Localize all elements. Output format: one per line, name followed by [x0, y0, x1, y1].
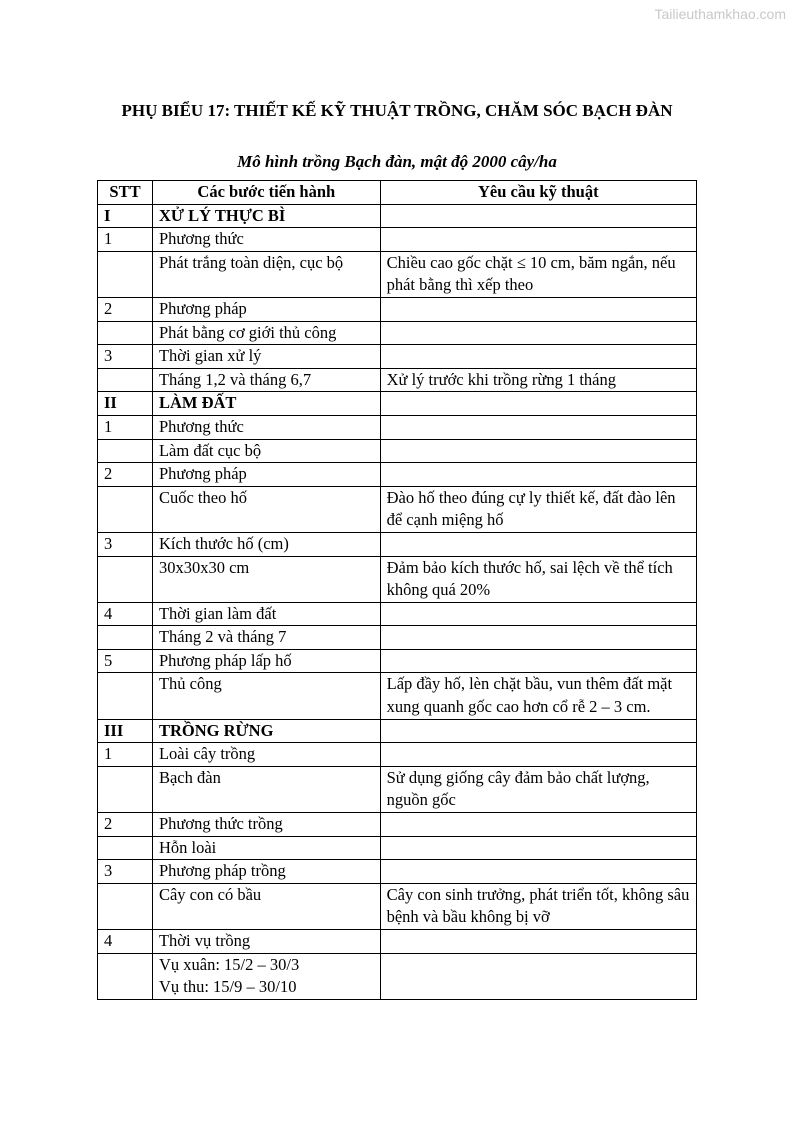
- cell-stt: [98, 836, 153, 860]
- cell-stt: II: [98, 392, 153, 416]
- cell-requirement: [380, 345, 696, 369]
- cell-step: TRỒNG RỪNG: [152, 719, 380, 743]
- header-stt: STT: [98, 181, 153, 205]
- cell-stt: [98, 486, 153, 532]
- cell-stt: [98, 883, 153, 929]
- section-row: [98, 392, 697, 416]
- table-row: [98, 673, 697, 719]
- table-row: [98, 463, 697, 487]
- cell-requirement: [380, 297, 696, 321]
- cell-stt: 3: [98, 345, 153, 369]
- table-row: [98, 251, 697, 297]
- cell-requirement: [380, 602, 696, 626]
- table-header-row: [98, 181, 697, 205]
- cell-step: Làm đất cục bộ: [152, 439, 380, 463]
- cell-stt: [98, 321, 153, 345]
- cell-stt: I: [98, 204, 153, 228]
- cell-requirement: [380, 930, 696, 954]
- cell-stt: 4: [98, 602, 153, 626]
- cell-stt: [98, 556, 153, 602]
- cell-step: Cuốc theo hố: [152, 486, 380, 532]
- cell-step: Phương pháp lấp hố: [152, 649, 380, 673]
- table-row: [98, 368, 697, 392]
- cell-requirement: [380, 204, 696, 228]
- table-row: [98, 439, 697, 463]
- page-subtitle: Mô hình trồng Bạch đàn, mật độ 2000 cây/ha: [237, 152, 557, 171]
- cell-step: Thời vụ trồng: [152, 930, 380, 954]
- section-row: [98, 719, 697, 743]
- cell-step: Vụ xuân: 15/2 – 30/3 Vụ thu: 15/9 – 30/10: [152, 953, 380, 999]
- cell-requirement: Đảm bảo kích thước hố, sai lệch về thể tích không quá 20%: [380, 556, 696, 602]
- cell-step: Phương pháp trồng: [152, 860, 380, 884]
- table-row: [98, 953, 697, 999]
- cell-step: Kích thước hố (cm): [152, 532, 380, 556]
- table-row: [98, 486, 697, 532]
- table-row: [98, 743, 697, 767]
- cell-requirement: Chiều cao gốc chặt ≤ 10 cm, băm ngắn, nếu phát bằng thì xếp theo: [380, 251, 696, 297]
- cell-step: Loài cây trồng: [152, 743, 380, 767]
- cell-stt: 4: [98, 930, 153, 954]
- cell-step: Tháng 1,2 và tháng 6,7: [152, 368, 380, 392]
- table-row: [98, 930, 697, 954]
- cell-step: Thời gian làm đất: [152, 602, 380, 626]
- cell-requirement: Cây con sinh trưởng, phát triển tốt, không sâu bệnh và bầu không bị vỡ: [380, 883, 696, 929]
- cell-stt: [98, 251, 153, 297]
- cell-requirement: [380, 463, 696, 487]
- cell-requirement: [380, 532, 696, 556]
- table-row: [98, 649, 697, 673]
- table-row: [98, 321, 697, 345]
- cell-stt: [98, 953, 153, 999]
- cell-stt: 2: [98, 813, 153, 837]
- cell-requirement: [380, 649, 696, 673]
- cell-stt: 1: [98, 415, 153, 439]
- table-row: [98, 626, 697, 650]
- table-body: [98, 204, 697, 999]
- cell-stt: 5: [98, 649, 153, 673]
- cell-stt: 1: [98, 743, 153, 767]
- table-row: [98, 345, 697, 369]
- cell-step: 30x30x30 cm: [152, 556, 380, 602]
- section-row: [98, 204, 697, 228]
- table-row: [98, 766, 697, 812]
- cell-requirement: [380, 860, 696, 884]
- header-steps: Các bước tiến hành: [152, 181, 380, 205]
- technique-table: [97, 180, 697, 1000]
- table-row: [98, 860, 697, 884]
- table-row: [98, 297, 697, 321]
- cell-step: Bạch đàn: [152, 766, 380, 812]
- cell-requirement: [380, 813, 696, 837]
- cell-stt: [98, 766, 153, 812]
- cell-step: Hỗn loài: [152, 836, 380, 860]
- cell-step: Cây con có bầu: [152, 883, 380, 929]
- cell-step: Phương pháp: [152, 463, 380, 487]
- cell-step: Thủ công: [152, 673, 380, 719]
- table-row: [98, 813, 697, 837]
- cell-requirement: [380, 392, 696, 416]
- cell-requirement: [380, 836, 696, 860]
- cell-requirement: Lấp đầy hố, lèn chặt bầu, vun thêm đất mặt xung quanh gốc cao hơn cổ rễ 2 – 3 cm.: [380, 673, 696, 719]
- table-row: [98, 602, 697, 626]
- cell-stt: [98, 626, 153, 650]
- cell-stt: [98, 368, 153, 392]
- cell-step: Phương thức trồng: [152, 813, 380, 837]
- cell-step: Tháng 2 và tháng 7: [152, 626, 380, 650]
- table-row: [98, 836, 697, 860]
- table-row: [98, 883, 697, 929]
- header-requirements: Yêu cầu kỹ thuật: [380, 181, 696, 205]
- cell-step: XỬ LÝ THỰC BÌ: [152, 204, 380, 228]
- cell-stt: [98, 673, 153, 719]
- cell-requirement: Sử dụng giống cây đảm bảo chất lượng, nguồn gốc: [380, 766, 696, 812]
- cell-requirement: Xử lý trước khi trồng rừng 1 tháng: [380, 368, 696, 392]
- cell-step: Phát trắng toàn diện, cục bộ: [152, 251, 380, 297]
- cell-requirement: [380, 439, 696, 463]
- cell-requirement: [380, 743, 696, 767]
- cell-stt: 2: [98, 297, 153, 321]
- table-row: [98, 556, 697, 602]
- cell-stt: 3: [98, 860, 153, 884]
- table-row: [98, 228, 697, 252]
- cell-requirement: Đào hố theo đúng cự ly thiết kế, đất đào lên để cạnh miệng hố: [380, 486, 696, 532]
- cell-requirement: [380, 953, 696, 999]
- cell-stt: [98, 439, 153, 463]
- cell-requirement: [380, 228, 696, 252]
- cell-step: Thời gian xử lý: [152, 345, 380, 369]
- table-row: [98, 415, 697, 439]
- cell-step: Phương pháp: [152, 297, 380, 321]
- cell-stt: 3: [98, 532, 153, 556]
- cell-requirement: [380, 321, 696, 345]
- table-row: [98, 532, 697, 556]
- cell-step: LÀM ĐẤT: [152, 392, 380, 416]
- cell-step: Phát bằng cơ giới thủ công: [152, 321, 380, 345]
- cell-requirement: [380, 415, 696, 439]
- watermark: Tailieuthamkhao.com: [654, 6, 786, 22]
- cell-stt: 1: [98, 228, 153, 252]
- cell-stt: III: [98, 719, 153, 743]
- cell-requirement: [380, 626, 696, 650]
- page-title: PHỤ BIỂU 17: THIẾT KẾ KỸ THUẬT TRỒNG, CHĂM SÓC BẠCH ĐÀN: [121, 101, 673, 120]
- cell-step: Phương thức: [152, 228, 380, 252]
- cell-step: Phương thức: [152, 415, 380, 439]
- cell-requirement: [380, 719, 696, 743]
- cell-stt: 2: [98, 463, 153, 487]
